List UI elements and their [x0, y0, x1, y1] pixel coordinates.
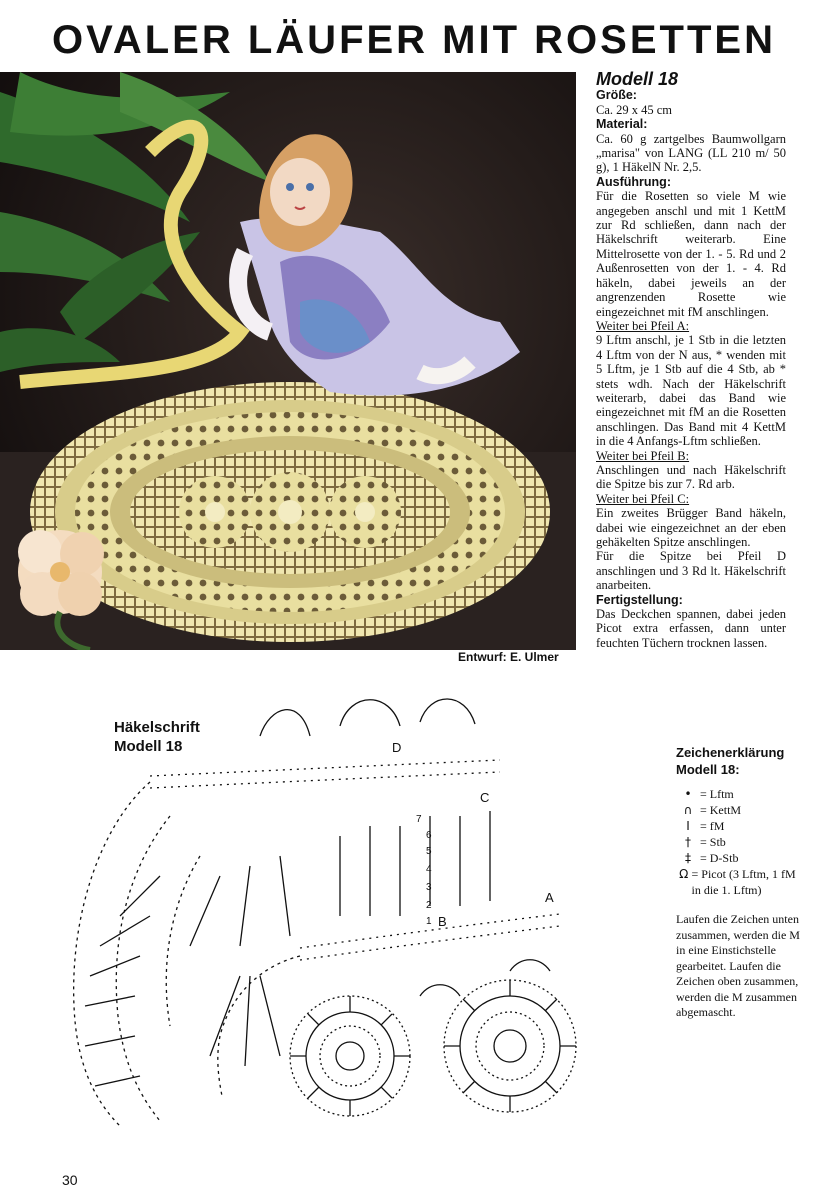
arrow-a-heading: Weiter bei Pfeil A: — [596, 318, 690, 333]
legend-item-text: = Stb — [700, 835, 726, 849]
arrow-b-heading: Weiter bei Pfeil B: — [596, 448, 690, 463]
chart-title-line2: Modell 18 — [114, 738, 183, 755]
page-title: OVALER LÄUFER MIT ROSETTEN — [52, 18, 776, 62]
legend-item-text: = Picot (3 Lftm, 1 fM in die 1. Lftm) — [691, 867, 796, 897]
chart-title-line1: Häkelschrift — [114, 719, 200, 736]
arrow-c-heading: Weiter bei Pfeil C: — [596, 491, 690, 506]
size-heading: Größe: — [596, 88, 637, 103]
arrow-b-text: Anschlingen und nach Häkelschrift die Spitze bis zur 7. Rd arb. — [596, 462, 786, 492]
round-number-3: 3 — [426, 882, 432, 893]
arrow-a-text: 9 Lftm anschl, je 1 Stb in die letzten 4 Lftm von der N aus, * wenden mit 5 Lftm, je 1 Stb auf die 4 Stb, ab * stets wdh. Nach der Häkelschrift weiterarb, dabei das Band wie eingezeichnet mit fM an die Rosetten anschlingen. Das Band mit 4 KettM in die 4 Anfangs-Lftm schließen. — [596, 333, 786, 449]
treble-crochet-icon: ‡ — [685, 851, 691, 865]
model-heading: Modell 18 — [596, 69, 679, 89]
legend-item-text: = fM — [700, 819, 725, 833]
rosettes — [179, 472, 401, 552]
page-number: 30 — [62, 1172, 78, 1188]
legend-item — [676, 850, 806, 866]
arrow-d-text: Für die Spitze bei Pfeil D anschlingen und 3 Rd lt. Häkelschrift anarbeiten. — [596, 549, 786, 593]
legend-title — [676, 744, 806, 778]
size-text: Ca. 29 x 45 cm — [596, 102, 673, 117]
double-crochet-icon: † — [685, 835, 691, 849]
legend-item — [676, 866, 806, 898]
legend-item-text: = D-Stb — [700, 851, 739, 865]
legend-item — [676, 786, 806, 802]
legend-note: Laufen die Zeichen unten zusammen, werden die M in eine Einstichstelle gearbeitet. Laufen die Zeichen oben zusammen, werden die M zusammen abgemascht. — [676, 912, 800, 1019]
instructions — [596, 69, 786, 650]
round-number-7: 7 — [416, 814, 422, 825]
arrow-label-c: C — [480, 790, 490, 805]
legend-item-text: = KettM — [700, 803, 742, 817]
legend-item-text: = Lftm — [700, 787, 734, 801]
arrow-c-text: Ein zweites Brügger Band häkeln, dabei wie eingezeichnet an der eben gehäkelten Spitze anschlingen. — [596, 506, 786, 549]
material-text: Ca. 60 g zartgelbes Baumwollgarn „marisa" von LANG (LL 210 m/ 50 g), 1 HäkelN Nr. 2,5. — [596, 131, 786, 175]
design-credit: Entwurf: E. Ulmer — [458, 650, 559, 664]
slip-stitch-icon: ∩ — [683, 803, 693, 817]
arrow-label-d: D — [392, 740, 402, 755]
legend-item — [676, 834, 806, 850]
material-heading: Material: — [596, 117, 648, 132]
legend-title-line2: Modell 18: — [676, 762, 740, 777]
legend-item — [676, 818, 806, 834]
round-number-5: 5 — [426, 846, 432, 857]
arrow-label-b: B — [438, 914, 447, 929]
round-number-6: 6 — [426, 830, 432, 841]
round-number-4: 4 — [426, 864, 432, 875]
single-crochet-icon: I — [686, 819, 690, 833]
round-number-1: 1 — [426, 916, 432, 927]
legend-title-line1: Zeichenerklärung — [676, 745, 785, 760]
round-number-2: 2 — [426, 900, 432, 911]
legend-item — [676, 802, 806, 818]
finishing-heading: Fertigstellung: — [596, 592, 683, 607]
symbol-legend — [676, 744, 806, 1021]
chain-icon: • — [684, 787, 692, 801]
execution-heading: Ausführung: — [596, 174, 671, 189]
picot-icon: Ω — [679, 867, 689, 881]
crochet-chart — [40, 676, 600, 1176]
finishing-text: Das Deckchen spannen, dabei jeden Picot extra erfassen, dann unter feuchten Tüchern trocknen lassen. — [596, 607, 786, 650]
arrow-label-a: A — [545, 890, 554, 905]
execution-text: Für die Rosetten so viele M wie angegeben anschl und mit 1 KettM zur Rd schließen, dann nach der Häkelschrift weiterarb. Eine Mittelrosette von der 1. - 5. Rd und 2 Außenrosetten von der 1. - 4. Rd häkeln, dabei jeweils an der angrenzenden Rosette wie eingezeichnet mit fM anschlingen. — [596, 189, 786, 319]
doily-photo — [0, 72, 576, 650]
